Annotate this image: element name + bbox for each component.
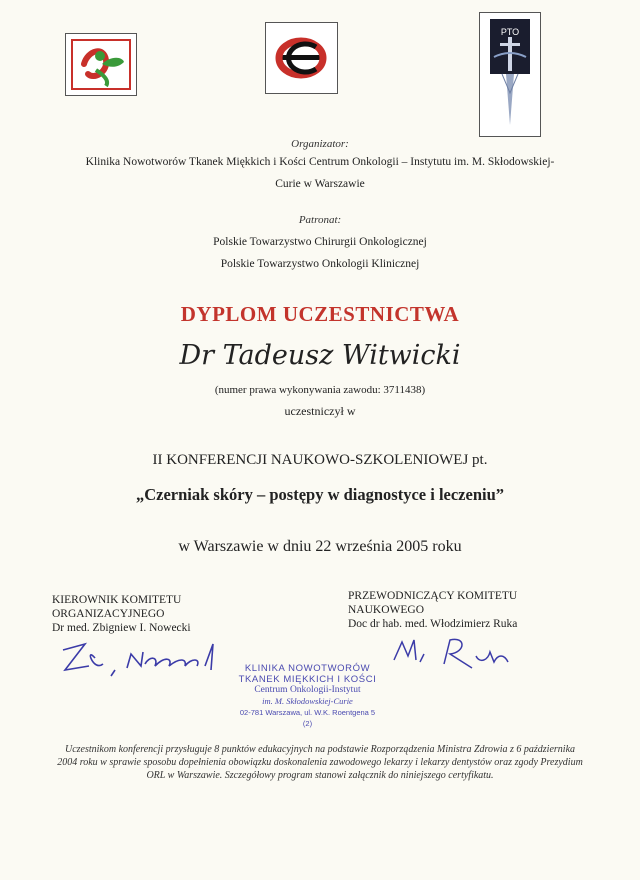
footnote: Uczestnikom konferencji przysługuje 8 punktów edukacyjnych na podstawie Rozporządzenia Ministra Zdrowia z 6 października 2004 roku w sprawie sposobu dopełnienia obowiązku doskonalenia zawodowego lekarzy i lekarzy dentystów oraz zgody Prezydium ORL w Warszawie. Szczegółowy program stanowi załącznik do niniejszego certyfikatu. [57, 744, 583, 781]
left-role2: ORGANIZACYJNEGO [52, 608, 165, 620]
recipient-name: Dr Tadeusz Witwicki [179, 340, 461, 371]
left-signature [55, 636, 230, 686]
conference-date: w Warszawie w dniu 22 września 2005 roku [178, 538, 462, 555]
patron-line1: Polskie Towarzystwo Chirurgii Onkologicznej [213, 236, 427, 248]
stamp-line3: Centrum Onkologii-Instytut [254, 685, 361, 695]
diploma-title: DYPLOM UCZESTNICTWA [180, 302, 460, 326]
stamp-line5: 02-781 Warszawa, ul. W.K. Roentgena 5 [239, 708, 376, 717]
right-name: Doc dr hab. med. Włodzimierz Ruka [348, 618, 518, 630]
right-signatory [348, 589, 517, 631]
license-number: (numer prawa wykonywania zawodu: 3711438) [214, 384, 426, 396]
organizer-label: Organizator: [291, 138, 349, 150]
clinic-logo [65, 33, 137, 96]
right-signature [380, 630, 540, 678]
stamp-line1: KLINIKA NOWOTWORÓW [244, 663, 371, 674]
patron-line2: Polskie Towarzystwo Onkologii Klinicznej [220, 258, 420, 270]
right-role2: NAUKOWEGO [348, 604, 425, 616]
patron-label: Patronat: [298, 214, 342, 226]
oncology-logo [265, 22, 338, 94]
conference-name: II KONFERENCJI NAUKOWO-SZKOLENIOWEJ pt. [152, 452, 488, 468]
society-logo [479, 12, 541, 137]
organizer-line2: Curie w Warszawie [275, 178, 365, 190]
stamp-line2: TKANEK MIĘKKICH I KOŚCI [238, 674, 377, 685]
participated-text: uczestniczył w [284, 404, 356, 418]
organizer-line1: Klinika Nowotworów Tkanek Miękkich i Kości Centrum Onkologii – Instytutu im. M. Skłodowskiej- [85, 156, 555, 168]
right-role1: PRZEWODNICZĄCY KOMITETU [348, 590, 518, 602]
left-name: Dr med. Zbigniew I. Nowecki [52, 622, 191, 634]
stamp-line4: im. M. Skłodowskiej-Curie [262, 696, 353, 706]
clinic-stamp [220, 663, 395, 729]
svg-text:PTO: PTO [500, 27, 520, 37]
stamp-line6: (2) [302, 719, 313, 728]
conference-topic: „Czerniak skóry – postępy w diagnostyce i leczeniu” [135, 485, 505, 504]
left-signatory [52, 593, 191, 635]
left-role1: KIEROWNIK KOMITETU [52, 594, 182, 606]
